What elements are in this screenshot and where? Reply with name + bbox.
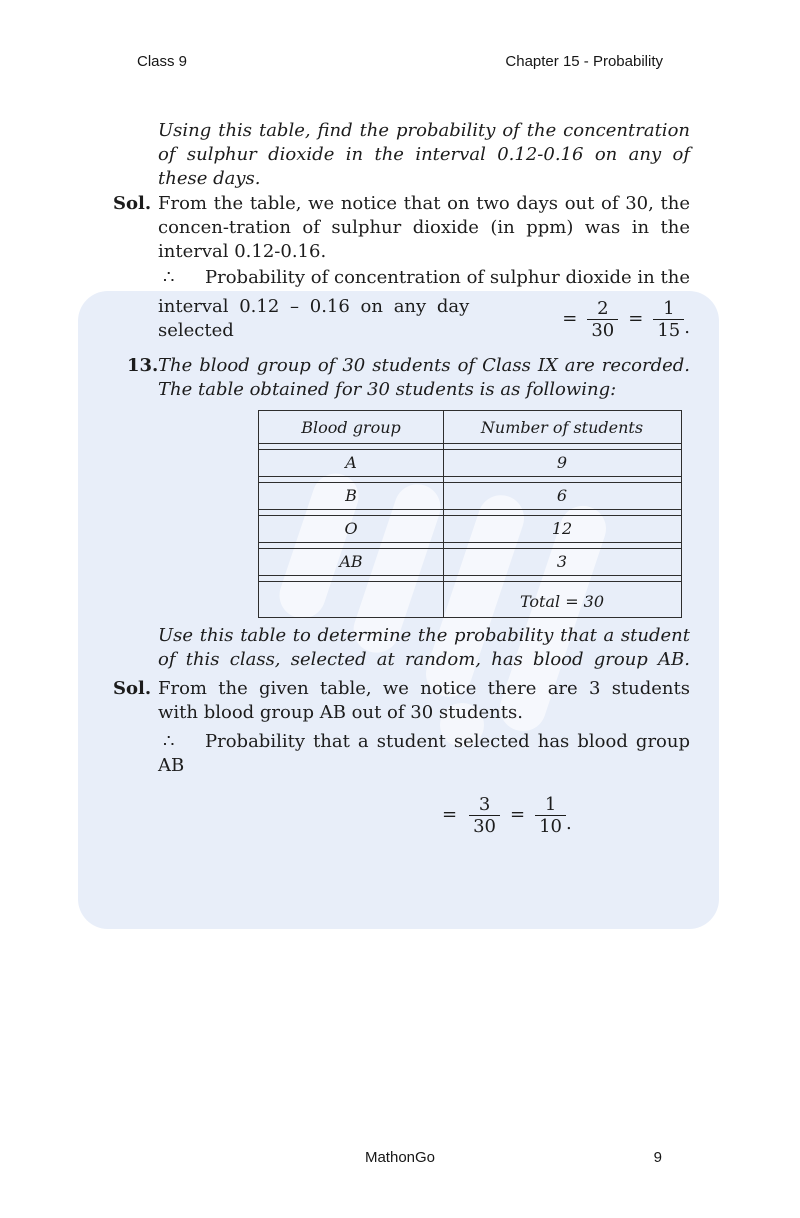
column-header: Number of students xyxy=(480,418,644,437)
text-line: of sulphur dioxide in the interval 0.12-0.16 on any of xyxy=(158,144,690,165)
table-cell: AB xyxy=(339,552,363,571)
text-line: concen-tration of sulphur dioxide (in ppm) was in the xyxy=(158,217,690,238)
table-cell: O xyxy=(344,519,358,538)
solution-label: Sol. xyxy=(113,678,152,699)
text-line: with blood group AB out of 30 students. xyxy=(158,702,523,723)
text-line: From the given table, we notice there are 3 students xyxy=(158,678,690,699)
period: . xyxy=(566,813,572,834)
fraction-denominator: 30 xyxy=(469,815,500,837)
table-cell: 9 xyxy=(556,453,568,472)
therefore-icon: ∴ xyxy=(163,267,175,288)
table-cell: 12 xyxy=(551,519,573,538)
header-chapter-label: Chapter 15 - Probability xyxy=(505,53,663,70)
text-line: The table obtained for 30 students is as following: xyxy=(158,379,617,400)
table-row xyxy=(259,548,681,576)
table-row xyxy=(259,515,681,543)
header-class-label: Class 9 xyxy=(137,53,188,70)
table-column-divider xyxy=(443,411,444,617)
fraction-numerator: 2 xyxy=(597,297,609,319)
text-line: The blood group of 30 students of Class IX are recorded. xyxy=(158,355,690,376)
equals-sign: = xyxy=(442,804,458,825)
text-line: these days. xyxy=(158,168,261,189)
fraction-denominator: 10 xyxy=(535,815,566,837)
question12-text xyxy=(158,119,690,191)
table-cell xyxy=(259,582,443,617)
fraction-denominator: 30 xyxy=(587,319,618,341)
text-line: Probability that a student selected has blood group xyxy=(205,731,690,752)
equation-line xyxy=(442,788,572,842)
solution-label: Sol. xyxy=(113,193,152,214)
fraction-denominator: 15 xyxy=(653,319,684,341)
blood-group-table xyxy=(258,410,682,618)
text-line: From the table, we notice that on two days out of 30, the xyxy=(158,193,690,214)
footer-brand: MathonGo xyxy=(364,1149,436,1166)
equation-line xyxy=(158,292,690,346)
fraction-numerator: 1 xyxy=(544,793,557,815)
table-cell: 6 xyxy=(556,486,568,505)
therefore-statement xyxy=(163,266,690,290)
fraction-numerator: 1 xyxy=(663,297,675,319)
text-line: of this class, selected at random, has blood group AB. xyxy=(158,649,690,670)
fraction xyxy=(587,298,618,341)
solution1-text xyxy=(158,192,690,264)
footer-page-number: 9 xyxy=(653,1149,662,1166)
table-row xyxy=(259,449,681,477)
table-total-row xyxy=(259,581,681,617)
table-cell: B xyxy=(345,486,357,505)
equals-sign: = xyxy=(562,308,578,329)
fraction xyxy=(653,298,684,341)
fraction xyxy=(535,794,566,837)
therefore-statement xyxy=(158,730,690,778)
equals-sign: = xyxy=(510,804,526,825)
text-line: Probability of concentration of sulphur dioxide in the xyxy=(205,267,690,288)
equation-lead-text: interval 0.12 – 0.16 on any day selected xyxy=(158,296,470,341)
table-cell: A xyxy=(345,453,357,472)
period: . xyxy=(684,317,690,338)
table-cell: 3 xyxy=(556,552,568,571)
question13-instruction xyxy=(158,624,690,672)
text-line: Use this table to determine the probability that a student xyxy=(158,625,690,646)
question-number: 13. xyxy=(127,355,159,376)
therefore-icon: ∴ xyxy=(163,731,175,752)
table-header-row xyxy=(259,411,681,444)
equals-sign: = xyxy=(628,308,644,329)
column-header: Blood group xyxy=(301,418,401,437)
table-row xyxy=(259,482,681,510)
question13-text xyxy=(158,354,690,402)
table-cell: Total = 30 xyxy=(519,592,605,611)
text-line: AB xyxy=(158,755,185,776)
text-line: Using this table, find the probability of the concentration xyxy=(158,120,690,141)
solution2-text xyxy=(158,677,690,725)
text-line: interval 0.12-0.16. xyxy=(158,241,327,262)
fraction-numerator: 3 xyxy=(478,793,491,815)
fraction xyxy=(469,794,500,837)
